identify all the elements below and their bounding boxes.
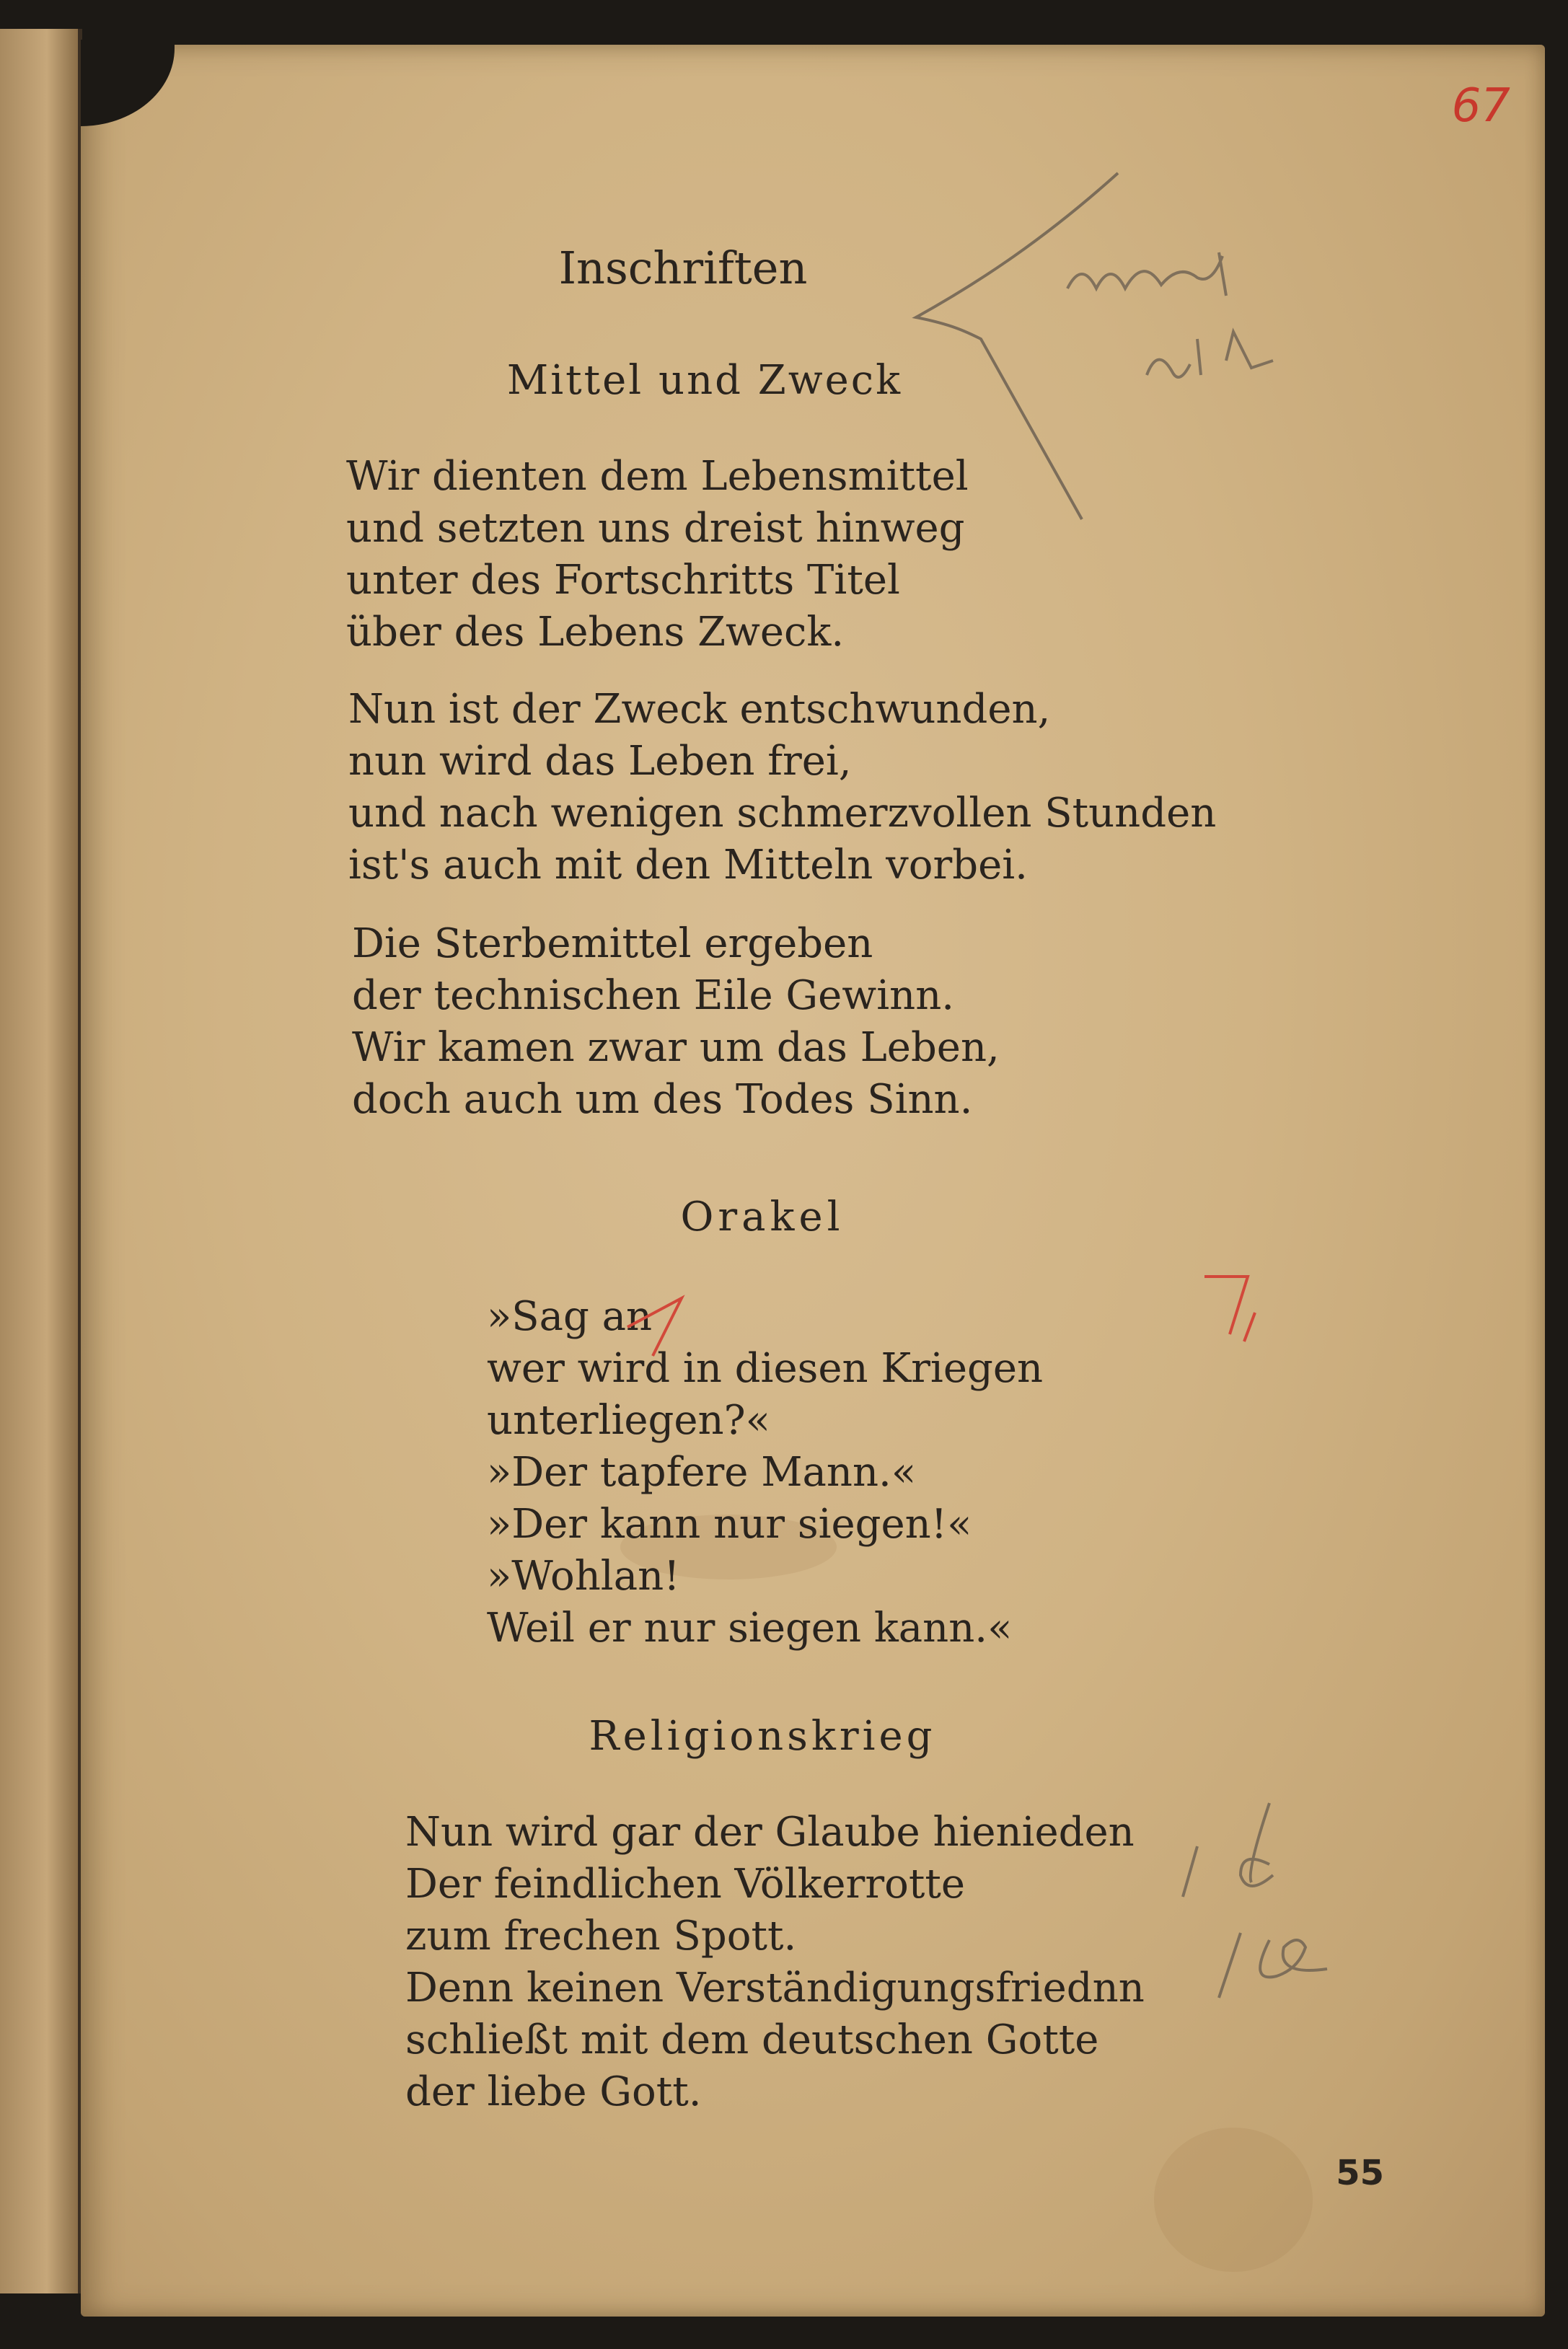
verse-line: schließt mit dem deutschen Gotte xyxy=(405,2017,1099,2063)
verse-line: ist's auch mit den Mitteln vorbei. xyxy=(348,842,1028,889)
poem-heading-religionskrieg: Religionskrieg xyxy=(589,1713,936,1760)
verse-line: Die Sterbemittel ergeben xyxy=(352,920,873,967)
verse-line: »Der tapfere Mann.« xyxy=(487,1449,917,1496)
verse-line: Nun ist der Zweck entschwunden, xyxy=(348,686,1051,733)
verse-line: der liebe Gott. xyxy=(405,2068,702,2115)
poem-stanza xyxy=(348,684,1216,891)
verse-line: der technischen Eile Gewinn. xyxy=(352,972,955,1019)
poem-stanza xyxy=(352,918,1000,1126)
verse-line: »Sag an xyxy=(487,1293,653,1340)
poem-stanza xyxy=(487,1291,1043,1654)
poem-heading-mittel-und-zweck: Mittel und Zweck xyxy=(506,357,903,404)
verse-line: nun wird das Leben frei, xyxy=(348,738,852,785)
verse-line: unterliegen?« xyxy=(487,1397,770,1444)
verse-line: unter des Fortschritts Titel xyxy=(346,557,900,604)
verse-line: Nun wird gar der Glaube hienieden xyxy=(405,1809,1135,1856)
poem-stanza xyxy=(346,451,969,658)
poem-stanza xyxy=(405,1807,1145,2118)
verse-line: wer wird in diesen Kriegen xyxy=(487,1345,1044,1392)
verse-line: Wir dienten dem Lebensmittel xyxy=(346,453,969,500)
verse-line: zum frechen Spott. xyxy=(405,1913,797,1960)
verse-line: »Wohlan! xyxy=(487,1553,680,1600)
verse-line: Der feindlichen Völkerrotte xyxy=(405,1861,965,1908)
verse-line: Weil er nur siegen kann.« xyxy=(487,1605,1013,1652)
verse-line: und nach wenigen schmerzvollen Stunden xyxy=(348,790,1217,837)
verse-line: »Der kann nur siegen!« xyxy=(487,1501,972,1548)
paper-stain xyxy=(1154,2128,1313,2272)
page-number: 55 xyxy=(1336,2153,1384,2193)
poem-heading-orakel: Orakel xyxy=(680,1194,845,1240)
folio-number: 67 xyxy=(1451,79,1510,133)
verse-line: und setzten uns dreist hinweg xyxy=(346,505,965,552)
verse-line: Denn keinen Verständigungsfriednn xyxy=(405,1965,1145,2011)
verse-line: Wir kamen zwar um das Leben, xyxy=(352,1024,1000,1071)
page-title: Inschriften xyxy=(558,242,808,294)
verse-line: doch auch um des Todes Sinn. xyxy=(352,1076,973,1123)
verse-line: über des Lebens Zweck. xyxy=(346,609,845,656)
